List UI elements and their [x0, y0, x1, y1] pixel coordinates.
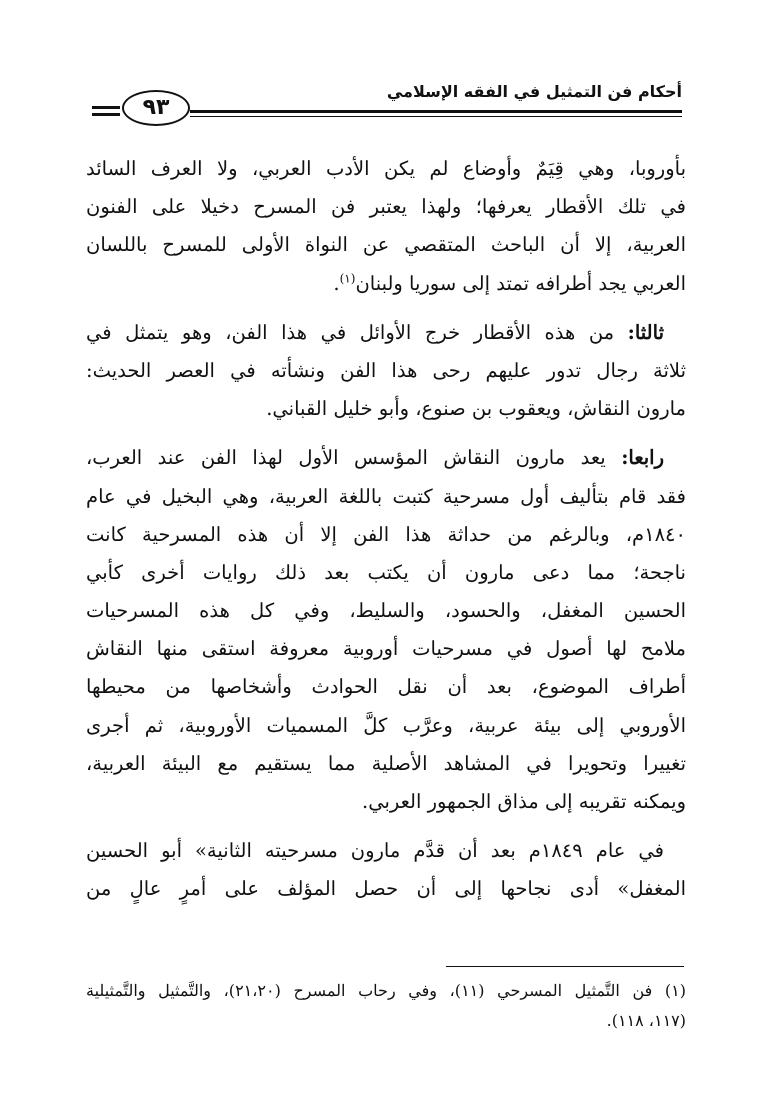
footnote-reference: (١)	[339, 271, 356, 286]
running-header	[92, 82, 682, 132]
text-line-content: العربي يجد أطرافه تمتد إلى سوريا ولبنان	[355, 271, 686, 295]
text-line: في تلك الأقطار يعرفها؛ ولهذا يعتبر فن المسرح دخيلا على الفنون	[86, 195, 686, 219]
footnote-line: (١١٧، ١١٨).	[606, 1011, 686, 1030]
footnote-line: (١) فن التَّمثيل المسرحي (١١)، وفي رحاب المسرح (٢١،٢٠)، والتَّمثيل والتَّمثيلية	[86, 981, 687, 1000]
text-line: الأوروبي إلى بيئة عربية، وعرَّب كلَّ المسميات الأوروبية، ثم أجرى	[86, 713, 686, 737]
text-line-content: يعد مارون النقاش المؤسس الأول لهذا الفن عند العرب،	[86, 446, 606, 470]
text-line: الحسين المغفل، والحسود، والسليط، وفي كل هذه المسرحيات	[86, 599, 686, 623]
text-line: ملامح لها أصول في مسرحيات أوروبية معروفة استقى منها النقاش	[86, 637, 686, 661]
text-line: ناجحة؛ مما دعى مارون أن يكتب بعد ذلك روايات أخرى كأبي	[86, 560, 686, 584]
text-line: ثلاثة رجال تدور عليهم رحى هذا الفن ونشأته في العصر الحديث:	[86, 358, 686, 382]
text-line	[86, 265, 686, 303]
text-line	[86, 439, 686, 477]
text-line: مارون النقاش، ويعقوب بن صنوع، وأبو خليل القباني.	[266, 397, 686, 421]
text-line: في عام ١٨٤٩م بعد أن قدَّم مارون مسرحيته الثانية» أبو الحسين	[86, 839, 665, 863]
paragraph-gap	[86, 428, 686, 439]
section-term-fourth: رابعا:	[621, 446, 664, 470]
text-line	[86, 314, 686, 352]
text-line: بأوروبا، وهي قِيَمٌ وأوضاع لم يكن الأدب العربي، ولا العرف السائد	[86, 157, 686, 180]
text-line: العربية، إلا أن الباحث المتقصي عن النواة الأولى للمسرح باللسان	[86, 233, 686, 257]
text-line: ويمكنه تقريبه إلى مذاق الجمهور العربي.	[362, 790, 686, 813]
text-line: تغييرا وتحويرا في المشاهد الأصلية مما يستقيم مع البيئة العربية،	[86, 751, 686, 775]
footnotes	[86, 976, 686, 1036]
sentence-end: .	[333, 271, 340, 295]
section-term-third: ثالثا:	[627, 320, 664, 344]
footnote-separator	[446, 966, 684, 967]
running-title: أحكام فن التمثيل في الفقه الإسلامي	[386, 82, 682, 101]
text-line: ١٨٤٠م، وبالرغم من حداثة هذا الفن إلا أن هذه المسرحية كانت	[86, 522, 686, 546]
text-line: أطراف الموضوع، بعد أن نقل الحوادث وأشخاصها من محيطها	[86, 675, 686, 699]
body-text	[86, 150, 686, 909]
header-left-rule-lower	[92, 113, 120, 116]
page-number: ٩٣	[122, 90, 190, 126]
text-line: المغفل» أدى نجاحها إلى أن حصل المؤلف على أمرٍ عالٍ من	[86, 877, 686, 901]
paragraph-gap	[86, 303, 686, 314]
header-left-rule-upper	[92, 106, 120, 109]
paragraph-gap	[86, 821, 686, 832]
header-rule-thin	[190, 116, 682, 117]
header-rule-thick	[190, 110, 682, 113]
text-line: فقد قام بتأليف أول مسرحية كتبت باللغة العربية، وهي البخيل في عام	[86, 484, 686, 508]
text-line-content: من هذه الأقطار خرج الأوائل في هذا الفن، وهو يتمثل في	[86, 320, 615, 344]
